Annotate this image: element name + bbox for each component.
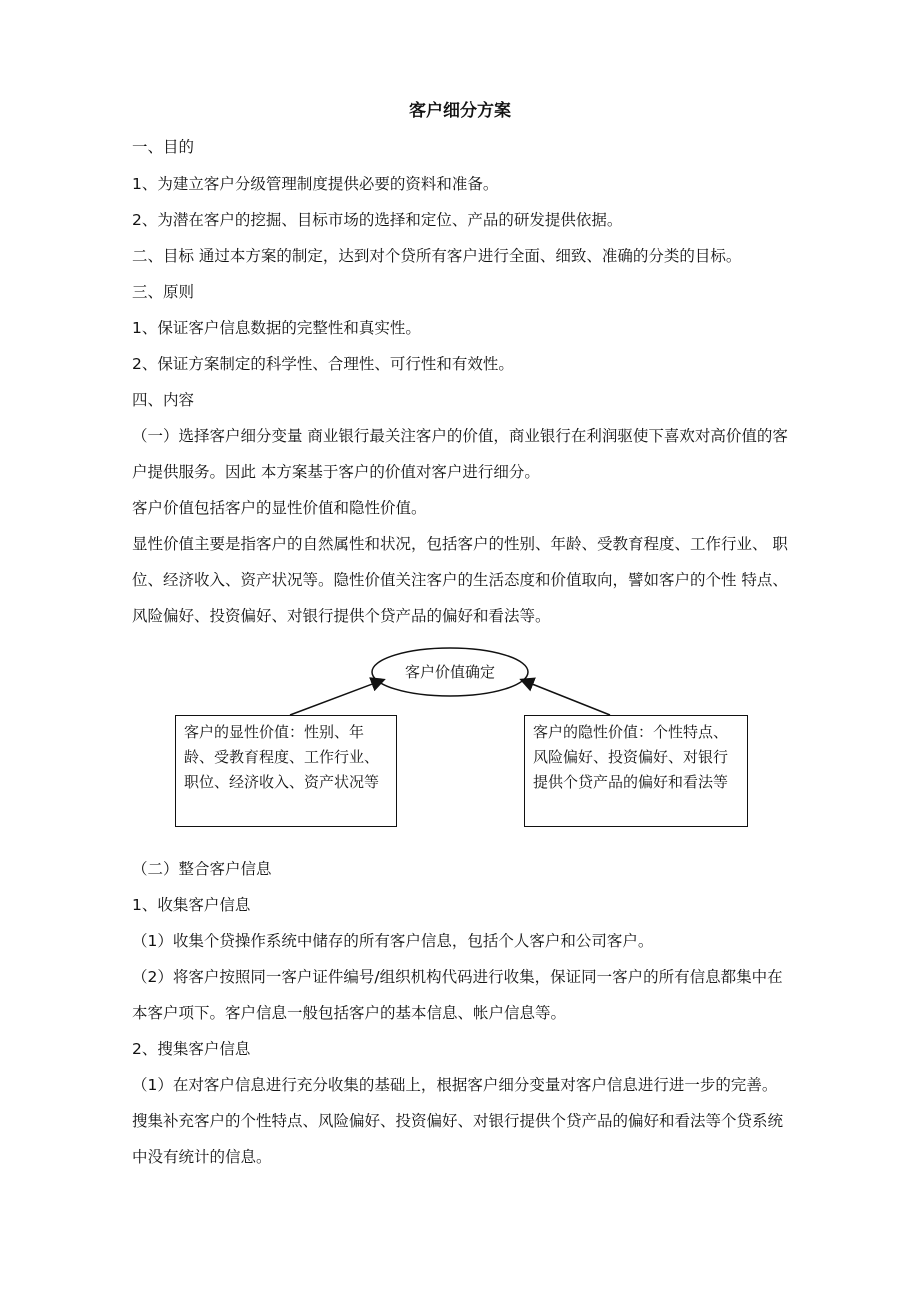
gather-item-1: （1）在对客户信息进行充分收集的基础上，根据客户细分变量对客户信息进行进一步的完善。搜集补充客户的个性特点、风险偏好、投资偏好、对银行提供个贷产品的偏好和看法等个贷系统中没有统计的信息。	[132, 1076, 784, 1166]
heading-integrate: （二）整合客户信息	[132, 860, 272, 878]
heading-principle: 三、原则	[132, 283, 195, 301]
center-label: 客户价值确定	[404, 663, 495, 681]
implicit-value-box: 客户的隐性价值：个性特点、风险偏好、投资偏好、对银行提供个贷产品的偏好和看法等	[524, 715, 748, 827]
collect-item-2: （2）将客户按照同一客户证件编号/组织机构代码进行收集，保证同一客户的所有信息都集中在本客户项下。客户信息一般包括客户的基本信息、帐户信息等。	[132, 968, 783, 1022]
purpose-item-1: 1、为建立客户分级管理制度提供必要的资料和准备。	[132, 175, 499, 193]
collect-item-1: （1）收集个贷操作系统中储存的所有客户信息，包括个人客户和公司客户。	[132, 932, 654, 950]
heading-content: 四、内容	[132, 391, 195, 409]
purpose-item-2: 2、为潜在客户的挖掘、目标市场的选择和定位、产品的研发提供依据。	[132, 211, 623, 229]
heading-gather: 2、搜集客户信息	[132, 1040, 251, 1058]
heading-collect: 1、收集客户信息	[132, 896, 251, 914]
heading-goal: 二、目标 通过本方案的制定，达到对个贷所有客户进行全面、细致、准确的分类的目标。	[132, 247, 742, 265]
right-arrow	[522, 680, 610, 715]
principle-item-1: 1、保证客户信息数据的完整性和真实性。	[132, 319, 421, 337]
page-title: 客户细分方案	[409, 101, 511, 121]
heading-purpose: 一、目的	[132, 138, 195, 156]
paragraph-variable: （一）选择客户细分变量 商业银行最关注客户的价值，商业银行在利润驱使下喜欢对高价值的客户提供服务。因此 本方案基于客户的价值对客户进行细分。	[132, 427, 788, 481]
paragraph-value-detail: 显性价值主要是指客户的自然属性和状况，包括客户的性别、年龄、受教育程度、工作行业、 职位、经济收入、资产状况等。隐性价值关注客户的生活态度和价值取向，譬如客户的个性 特点、风险偏好、投资偏好、对银行提供个贷产品的偏好和看法等。	[132, 535, 788, 625]
explicit-value-box: 客户的显性价值：性别、年龄、受教育程度、工作行业、职位、经济收入、资产状况等	[175, 715, 397, 827]
principle-item-2: 2、保证方案制定的科学性、合理性、可行性和有效性。	[132, 355, 514, 373]
paragraph-value-types: 客户价值包括客户的显性价值和隐性价值。	[132, 499, 427, 517]
value-diagram	[170, 640, 760, 835]
